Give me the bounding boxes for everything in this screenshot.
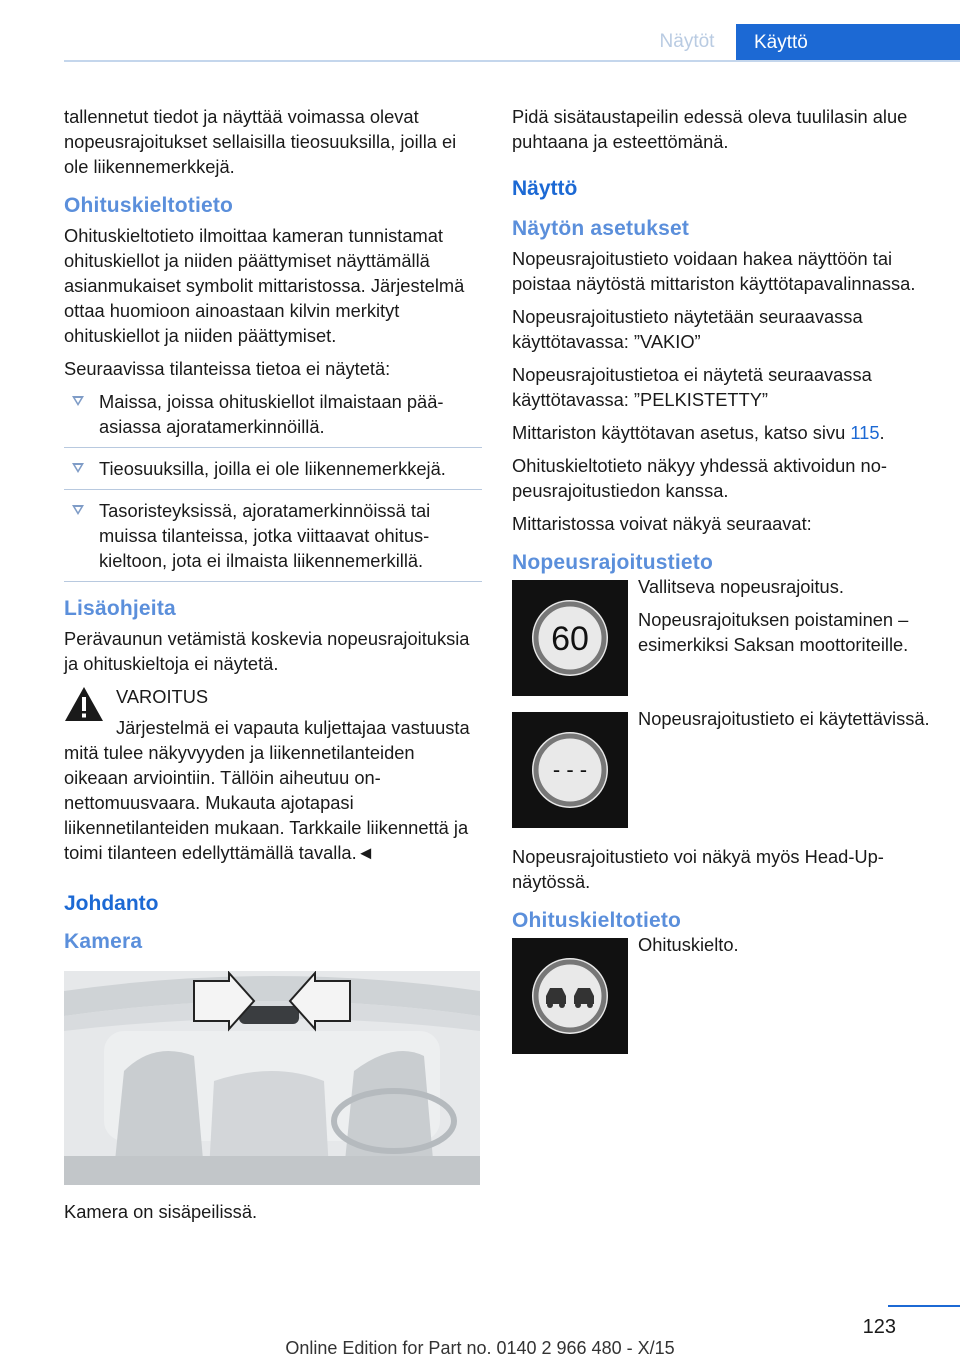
- settings-paragraph-6: Mittaristossa voivat näkyä seuraavat:: [512, 513, 812, 534]
- speed-limit-60-icon: [512, 580, 628, 696]
- car-interior-image: [64, 971, 480, 1185]
- heading-lisaohjeita: Lisäohjeita: [64, 597, 176, 620]
- sign-row-not-available: [512, 708, 932, 830]
- ohitus-paragraph-2: Seuraavissa tilanteissa tietoa ei näytetä:: [64, 358, 391, 379]
- right-intro: Pidä sisätaustapeilin edessä oleva tuulilasin alue puhtaana ja esteettömänä.: [512, 106, 908, 152]
- bullet-triangle-icon: [72, 463, 84, 473]
- heading-nayton-asetukset: Näytön asetukset: [512, 217, 690, 240]
- tab-kaytto: [736, 24, 960, 62]
- page-link-115[interactable]: 115: [850, 422, 880, 443]
- ohitus-paragraph-1: Ohituskieltotieto ilmoittaa kameran tunnistamat ohituskiellot ja niiden päättymiset näyttämällä asianmukaiset symbolit mittaristossa. Järjestelmä ottaa huomioon ainoastaan kilvin merkityt ohituskiellot ja niiden päättymiset.: [64, 225, 465, 346]
- unavailable-description: Nopeusrajoitustieto ei käytettävissä.: [638, 708, 930, 729]
- speed-limit-description: Vallitseva nopeusrajoitus. Nopeusrajoituksen poistaminen – esimerkiksi Saksan moottoriteille.: [638, 576, 909, 655]
- left-intro: tallennetut tiedot ja näyttää voimassa olevat nopeusrajoitukset sellaisilla tieosuuksilla, joilla ei ole liikennemerkkejä.: [64, 106, 457, 177]
- left-column: [64, 104, 482, 1232]
- no-overtaking-description: Ohituskielto.: [638, 934, 739, 955]
- warning-block: [64, 684, 482, 865]
- page-number: 123: [862, 1316, 896, 1338]
- camera-caption: Kamera on sisäpeilissä.: [64, 1201, 258, 1222]
- speed-limit-unavailable-icon: [512, 712, 628, 828]
- page-header: [0, 24, 960, 62]
- list-item: Tasoristeyksissä, ajoratamerkinnöissä tai muissa tilanteissa, jotka viittaavat ohituskieltoon, jota ei ilmaista liikennemerkillä.: [64, 498, 482, 582]
- bullet-triangle-icon: [72, 396, 84, 406]
- heading-nopeusrajoitustieto: Nopeusrajoitustieto: [512, 551, 713, 574]
- settings-paragraph-5: Ohituskieltotieto näkyy yhdessä aktivoidun nopeusrajoitustiedon kanssa.: [512, 455, 887, 501]
- heading-naytto: Näyttö: [512, 177, 578, 200]
- heading-kamera: Kamera: [64, 930, 143, 953]
- settings-paragraph-2: Nopeusrajoitustieto näytetään seuraavassa käyttötavassa: ”VAKIO”: [512, 306, 863, 352]
- list-item: Tieosuuksilla, joilla ei ole liikennemerkkejä.: [64, 456, 482, 490]
- tab-naytot: Näytöt: [659, 31, 715, 52]
- settings-paragraph-4: Mittariston käyttötavan asetus, katso sivu 115.: [512, 422, 885, 443]
- warning-triangle-icon: [64, 686, 104, 722]
- warning-title: VAROITUS: [116, 686, 209, 707]
- svg-text:60: 60: [551, 620, 589, 658]
- lisa-paragraph: Perävaunun vetämistä koskevia nopeusrajoituksia ja ohituskieltoja ei näytetä.: [64, 628, 470, 674]
- heading-ohituskieltotieto-right: Ohituskieltotieto: [512, 909, 682, 932]
- footer-edition: Online Edition for Part no. 0140 2 966 480 - X/15: [285, 1338, 675, 1358]
- sign-row-no-overtaking: [512, 934, 932, 1056]
- sign-row-speed-limit: [512, 576, 932, 698]
- bullet-triangle-icon: [72, 505, 84, 515]
- situations-list: [64, 389, 482, 582]
- svg-text:- - -: - - -: [552, 757, 588, 782]
- settings-paragraph-3: Nopeusrajoitustietoa ei näytetä seuraavassa käyttötavassa: ”PELKISTETTY”: [512, 364, 872, 410]
- header-divider: [64, 60, 960, 62]
- tab-kaytto-label: Käyttö: [754, 32, 808, 53]
- settings-paragraph-1: Nopeusrajoitustieto voidaan hakea näyttöön tai poistaa näytöstä mittariston käyttötapavalinnassa.: [512, 248, 916, 294]
- heading-ohituskieltotieto: Ohituskieltotieto: [64, 194, 234, 217]
- hud-paragraph: Nopeusrajoitustieto voi näkyä myös Head-Up-näytössä.: [512, 846, 884, 892]
- heading-johdanto: Johdanto: [64, 892, 159, 915]
- footer-accent-line: [888, 1305, 960, 1307]
- camera-illustration: [64, 971, 480, 1185]
- right-column: [512, 104, 932, 1070]
- list-item: Maissa, joissa ohituskiellot ilmaistaan pääasiassa ajoratamerkinnöillä.: [64, 389, 482, 448]
- warning-text: Järjestelmä ei vapauta kuljettajaa vastuusta mitä tulee näkyvyyden ja liikennetilanteiden oikeaan arviointiin. Tällöin aiheutuu onnettomuusvaara. Mukauta ajotapasi liikennetilanteiden mukaan. Tarkkaile liikennettä ja toimi tilanteen edellyttämällä tavalla.◄: [64, 717, 470, 863]
- no-overtaking-icon: [512, 938, 628, 1054]
